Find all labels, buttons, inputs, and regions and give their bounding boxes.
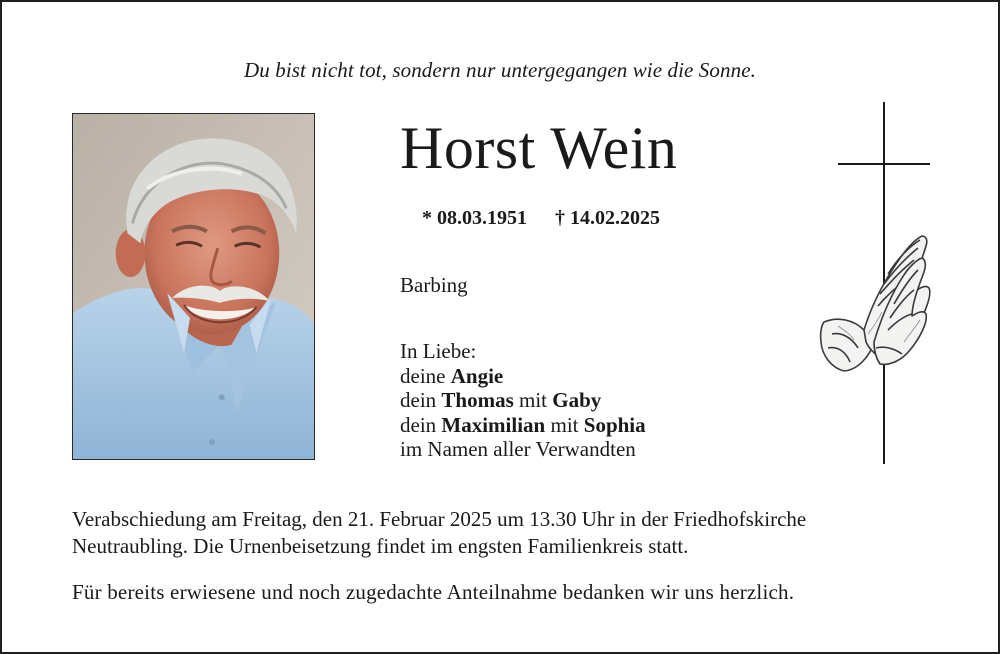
mourners-list <box>400 339 646 462</box>
ceremony-line: Verabschiedung am Freitag, den 21. Februar 2025 um 13.30 Uhr in der Friedhofskirche <box>72 507 807 531</box>
birth-date: * 08.03.1951 <box>422 207 527 229</box>
death-date: † 14.02.2025 <box>555 207 660 229</box>
mourner-line: deine Angie <box>400 363 504 388</box>
mourners-closing: im Namen aller Verwandten <box>400 437 636 461</box>
thanks-note: Für bereits erwiesene und noch zugedachte Anteilnahme bedanken wir uns herzlich. <box>72 580 795 604</box>
praying-hands-icon <box>818 230 934 375</box>
ceremony-line: Neutraubling. Die Urnenbeisetzung findet im engsten Familienkreis statt. <box>72 534 689 558</box>
cross-horizontal-bar <box>838 163 930 165</box>
ceremony-info <box>72 506 942 560</box>
life-dates <box>422 207 660 230</box>
portrait-image <box>73 114 314 459</box>
portrait-photo <box>72 113 315 460</box>
mourner-line: dein Maximilian mit Sophia <box>400 412 646 437</box>
hometown: Barbing <box>400 273 468 297</box>
mourners-intro: In Liebe: <box>400 339 477 363</box>
mourner-line: dein Thomas mit Gaby <box>400 388 602 412</box>
deceased-name: Horst Wein <box>400 115 678 181</box>
motto-quote: Du bist nicht tot, sondern nur untergegangen wie die Sonne. <box>244 58 756 82</box>
